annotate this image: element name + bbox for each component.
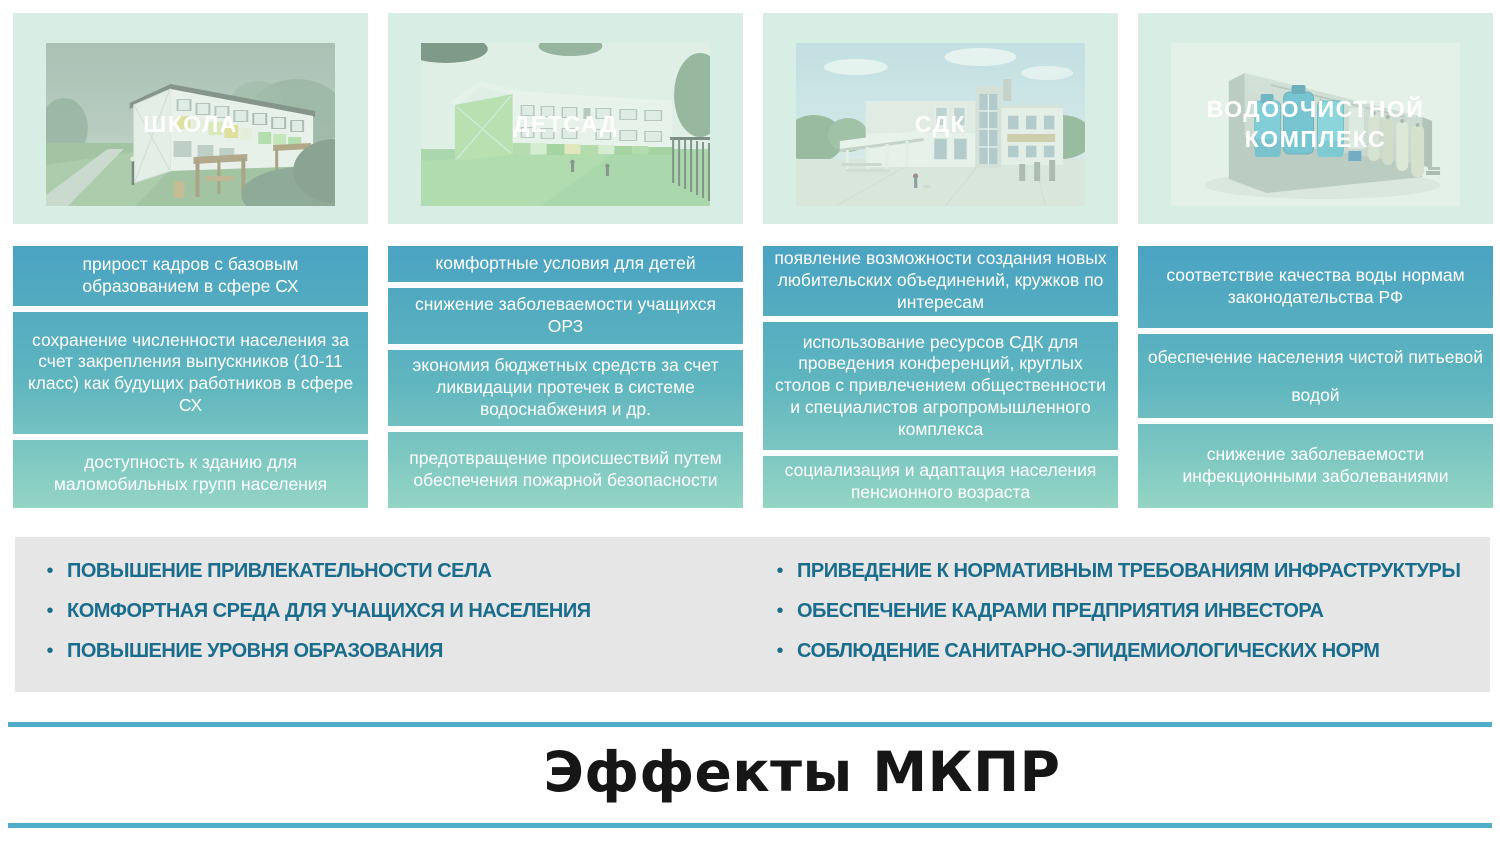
water-complex-card <box>1138 13 1493 224</box>
summary-left-column <box>15 560 755 692</box>
sdk-card <box>763 13 1118 224</box>
bullet-icon: • <box>776 600 784 622</box>
effect-box: предотвращение происшествий путем обеспечения пожарной безопасности <box>409 448 722 490</box>
card-label-school: ШКОЛА <box>143 110 238 137</box>
effect-box: соответствие качества воды нормам законодательства РФ <box>1166 265 1465 307</box>
summary-panel <box>15 537 1490 692</box>
column-water-complex <box>1138 13 1493 508</box>
summary-text: ПОВЫШЕНИЕ ПРИВЛЕКАТЕЛЬНОСТИ СЕЛА <box>67 560 492 582</box>
sdk-effect-boxes <box>763 246 1118 508</box>
effect-box: комфортные условия для детей <box>435 253 696 274</box>
summary-text: КОМФОРТНАЯ СРЕДА ДЛЯ УЧАЩИХСЯ И НАСЕЛЕНИЯ <box>67 600 591 622</box>
water-complex-photo <box>1171 43 1460 206</box>
summary-text: ПОВЫШЕНИЕ УРОВНЯ ОБРАЗОВАНИЯ <box>67 640 443 662</box>
summary-item <box>763 560 1490 583</box>
card-label-water-complex: ВОДООЧИСТНОЙ КОМПЛЕКС <box>1206 95 1425 152</box>
effect-box: сохранение численности населения за счет закрепления выпускников (10-11 класс) как будущих работников в сфере СХ <box>27 329 354 415</box>
school-card <box>13 13 368 224</box>
summary-item <box>33 640 755 663</box>
card-label-sdk: СДК <box>914 110 967 137</box>
summary-item <box>33 600 755 623</box>
effect-box: социализация и адаптация населения пенсионного возраста <box>784 460 1097 502</box>
card-label-kindergarten: ДЕТСАД <box>513 110 618 137</box>
sdk-photo <box>796 43 1085 206</box>
column-sdk <box>763 13 1118 508</box>
school-effect-boxes <box>13 246 368 508</box>
summary-text: СОБЛЮДЕНИЕ САНИТАРНО-ЭПИДЕМИОЛОГИЧЕСКИХ НОРМ <box>797 640 1380 662</box>
column-kindergarten <box>388 13 743 508</box>
divider-line-top <box>8 722 1492 727</box>
effect-box: прирост кадров с базовым образованием в сфере СХ <box>82 254 299 296</box>
effect-box: использование ресурсов СДК для проведения конференций, круглых столов с привлечением общественности и специалистов агропромышленного комплекса <box>775 331 1106 439</box>
kindergarten-card <box>388 13 743 224</box>
effect-box: снижение заболеваемости инфекционными заболеваниями <box>1182 444 1449 486</box>
summary-item <box>763 640 1490 663</box>
bullet-icon: • <box>46 560 54 582</box>
summary-text: ПРИВЕДЕНИЕ К НОРМАТИВНЫМ ТРЕБОВАНИЯМ ИНФРАСТРУКТУРЫ <box>797 560 1461 582</box>
school-photo <box>46 43 335 206</box>
slide-title: Эффекты МКПР <box>543 740 1061 804</box>
effect-box: снижение заболеваемости учащихся ОРЗ <box>414 294 717 336</box>
effect-box: появление возможности создания новых любительских объединений, кружков по интересам <box>774 248 1107 312</box>
effect-columns <box>13 13 1493 508</box>
summary-text: ОБЕСПЕЧЕНИЕ КАДРАМИ ПРЕДПРИЯТИЯ ИНВЕСТОРА <box>797 600 1324 622</box>
effect-box: доступность к зданию для маломобильных групп населения <box>53 452 328 494</box>
summary-item <box>763 600 1490 623</box>
kindergarten-photo <box>421 43 710 206</box>
bullet-icon: • <box>46 600 54 622</box>
bullet-icon: • <box>46 640 54 662</box>
kindergarten-effect-boxes <box>388 246 743 508</box>
bullet-icon: • <box>776 560 784 582</box>
effect-box: экономия бюджетных средств за счет ликвидации протечек в системе водоснабжения и др. <box>412 355 719 419</box>
summary-item <box>33 560 755 583</box>
water-complex-effect-boxes <box>1138 246 1493 508</box>
column-school <box>13 13 368 508</box>
divider-line-bottom <box>8 823 1492 828</box>
effect-box: обеспечение населения чистой питьевой водой <box>1147 346 1484 405</box>
bullet-icon: • <box>776 640 784 662</box>
summary-right-column <box>755 560 1490 692</box>
